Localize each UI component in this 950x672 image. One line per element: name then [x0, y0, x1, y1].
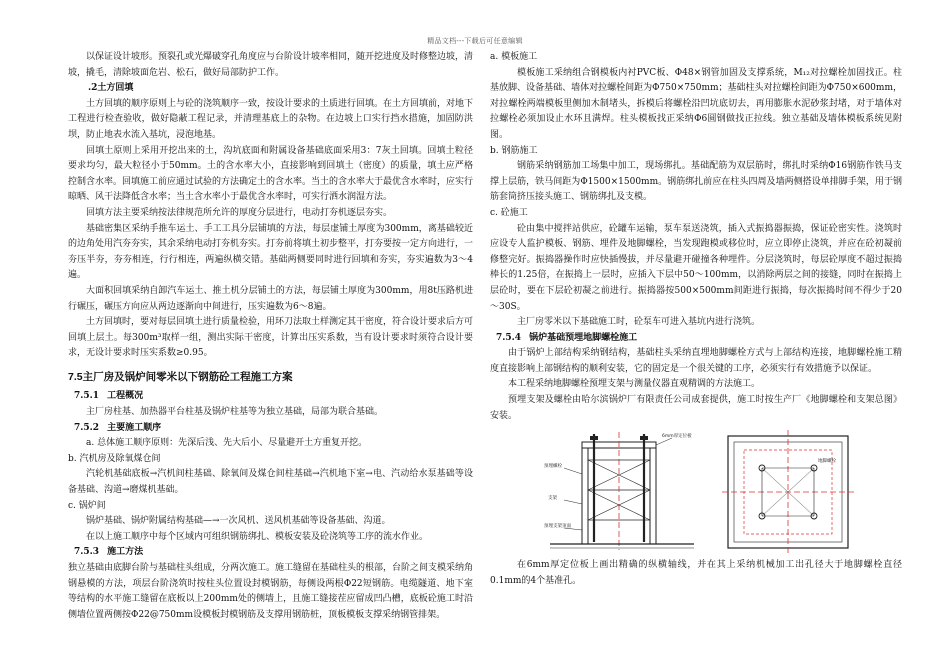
list-item: c. 砼施工	[490, 207, 528, 218]
paragraph: 基础密集区采纳手推车运土、手工工具分层铺填的方法，每层虚铺土厚度为300mm，离基础较近的边角处用汽夯夯实，其余采纳电动打夯机夯实。打夯前将填土初步整平，打夯要按一定方向进行，一夯压半夯，夯夯相连，行行相连，两遍纵横交错。基础两侧要同时进行回填和夯实，夯实遍数为3～4遍。	[68, 223, 474, 281]
paragraph: 土方回填时，要对每层回填土进行质量检验，用环刀法取土样测定其干密度，符合设计要求后方可回填上层土。每300m³取样一组，测出实际干密度，计算出压实系数，当有设计要求时须符合设计要求，无设计要求时压实系数≥0.95。	[68, 317, 474, 359]
list-item: a. 总体施工顺序原则：先深后浅、先大后小、尽量避开土方重复开挖。	[86, 438, 368, 449]
heading-title: 锅炉基础预埋地脚螺栓施工	[529, 332, 638, 343]
paragraph: 主厂房零米以下基础施工时，砼泵车可进入基坑内进行浇筑。	[517, 317, 761, 328]
paragraph: 在6mm厚定位板上画出精确的纵横轴线，并在其上采纳机械加工出孔径大于地脚螺栓直径0.1mm的4个基准孔。	[490, 560, 902, 586]
paragraph: 大面积回填采纳自卸汽车运土、推土机分层铺土的方法，每层铺土厚度为300mm，用8t压路机进行碾压，碾压方向应从两边逐渐向中间进行，压实遍数为6～8遍。	[68, 285, 473, 312]
figure-label: 预埋螺栓	[544, 464, 562, 470]
paragraph: 以保证设计坡形。预裂孔或光爆破穿孔角度应与台阶设计坡率相同，随开挖进度及时修整边坡，清坡，撬毛，清除坡面危岩、松石，做好局部防护工作。	[68, 52, 474, 78]
right-column	[490, 50, 902, 589]
paragraph: 回填方法主要采纳按法律规范所允许的厚度分层进行，电动打夯机逐层夯实。	[86, 207, 393, 218]
section-heading: 7.5主厂房及锅炉间零米以下钢筋砼工程施工方案	[68, 370, 293, 383]
bolt-support-plan-figure	[722, 430, 854, 554]
paragraph: 锅炉基础、锅炉附属结构基础—→一次风机、送风机基础等设备基础、沟道。	[86, 516, 391, 527]
heading-number: 7.5.3	[74, 547, 100, 558]
paragraph: 由于锅炉上部结构采纳钢结构，基础柱头采纳直埋地脚螺栓方式与上部结构连接，地脚螺栓施工精度直接影响上部钢结构的顺利安装，它的固定是一个很关键的工序，必须实行有效措施予以保证。	[490, 348, 902, 374]
heading-number: 7.5.4	[496, 332, 522, 343]
paragraph: 钢筋采纳钢筋加工场集中加工，现场绑扎。基础配筋为双层筋时，绑扎时采纳Φ16钢筋作铁马支撑上层筋，铁马间距为Φ1500×1500mm。钢筋绑扎前应在柱头四周及墙两侧搭设单排脚手架，用于钢筋套筒挤压接头施工、钢筋绑扎及支模。	[490, 161, 902, 203]
paragraph: 土方回填的顺序原则上与砼的浇筑顺序一致，按设计要求的土质进行回填。在土方回填前，对地下工程进行检查验收，做好隐蔽工程记录，并清理基底上的杂物。在边坡上口实行挡水措施，加固防洪坝，防止地表水流入基坑，浸泡地基。	[68, 98, 474, 140]
paragraph: 主厂房柱基、加热器平台柱基及锅炉柱基等为独立基础，局部为联合基础。	[86, 407, 384, 418]
left-column	[68, 50, 473, 623]
heading-title: 主要施工顺序	[107, 422, 162, 433]
figure-label: 6mm厚定位板	[662, 434, 692, 440]
figure-label: 预埋支架顶面	[544, 524, 571, 530]
heading-title: 工程概况	[107, 391, 144, 402]
heading-7-5-2	[68, 421, 473, 437]
list-item: b. 钢筋施工	[490, 145, 538, 156]
paragraph: 回填土原则上采用开挖出来的土，沟坑底面和附属设备基础底面采用3：7灰土回填。回填土粒径要求均匀，最大粒径小于50mm。土的含水率大小，直接影响到回填土（密度）的质量，填土应严格控制含水率。回填施工前应通过试验的方法确定土的含水率。当土的含水率大于最优含水率时，应实行晾晒、风干法降低含水率；当土含水率小于最优含水率时，可实行洒水润湿方法。	[68, 145, 474, 203]
paragraph: 预埋支架及螺栓由哈尔滨锅炉厂有限责任公司成套提供，施工时按生产厂《地脚螺栓和支架总图》安装。	[490, 395, 902, 421]
paragraph: 汽轮机基础底板→汽机间柱基础、除氧间及煤仓间柱基础→汽机地下室→电、汽动给水泵基础等设备基础、沟道→磨煤机基础。	[68, 469, 473, 496]
list-item: a. 模板施工	[490, 52, 538, 62]
paragraph: 在以上施工顺序中每个区域内可组织钢筋绑扎、模板安装及砼浇筑等工序的流水作业。	[86, 531, 429, 542]
list-item: b. 汽机房及除氧煤仓间	[68, 453, 161, 464]
paragraph: 本工程采纳地脚螺栓预埋支架与测量仪器直观精调的方法施工。	[508, 379, 761, 390]
heading-title: 施工方法	[107, 547, 144, 558]
heading-number: 7.5.1	[74, 391, 100, 402]
paragraph: 砼由集中搅拌站供应，砼罐车运输，泵车泵送浇筑，插入式振捣器振捣，保证砼密实性。浇筑时应设专人监护模板、钢筋、埋件及地脚螺栓，当发现跑模或移位时，应立即停止浇筑，并应在砼初凝前修整完好。振捣器操作时应快插慢拔，并尽量避开碰撞各种埋件。分层浇筑时，每层砼厚度不超过振捣棒长的1.25倍，在振捣上一层时，应插入下层中50～100mm，以消除两层之间的接缝，同时在振捣上层砼时，要在下层砼初凝之前进行。振捣器按500×500mm间距进行振捣，每次振捣时间不得少于20～30S。	[490, 223, 902, 312]
heading-7-5-1	[68, 389, 473, 405]
bolt-support-elevation-figure	[542, 430, 702, 554]
heading-7-5-4	[490, 331, 902, 347]
figure-label: 地脚螺栓	[818, 459, 836, 465]
heading-backfill: .2土方回填	[88, 83, 134, 94]
heading-number: 7.5.2	[74, 422, 100, 433]
figure-area	[490, 430, 902, 558]
paragraph: 独立基础由底脚台阶与基础柱头组成，分两次施工。施工缝留在基础柱头的根部，台阶之间支模采纳角钢悬模的方法，项层台阶浇筑时按柱头位置设封模钢筋，每侧设两根Φ22短钢筋。电缆隧道、地下室等结构的水平施工缝留在底板以上200mm处的侧墙上，且施工缝接茬应留成凹凸槽，底板砼施工时沿侧墙位置两侧按Φ22@750mm设模板封模钢筋及支撑用钢筋桩，顶板模板支撑采纳钢管排架。	[68, 563, 474, 620]
paragraph: 模板施工采纳组合钢模板内衬PVC板、Φ48×钢管加固及支撑系统，M₁₂对拉螺栓加固找正。柱基放脚、设备基础、墙体对拉螺栓间距为Φ750×750mm；基础柱头对拉螺栓间距为Φ750×600mm，对拉螺栓两端模板里侧加木制堵头，拆模后将螺栓沿凹坑底切去，再用膨胀水泥砂浆封堵，对于墙体对拉螺栓必须加设止水环且满焊。柱头模板找正采纳Φ6圆钢做找正拉线。独立基础及墙体模板系统见附图。	[490, 67, 902, 140]
heading-7-5-3	[68, 545, 473, 561]
list-item: c. 锅炉间	[68, 500, 106, 511]
figure-label: 支架	[548, 496, 557, 502]
page-header: 精品文档---下载后可任意编辑	[427, 37, 523, 45]
